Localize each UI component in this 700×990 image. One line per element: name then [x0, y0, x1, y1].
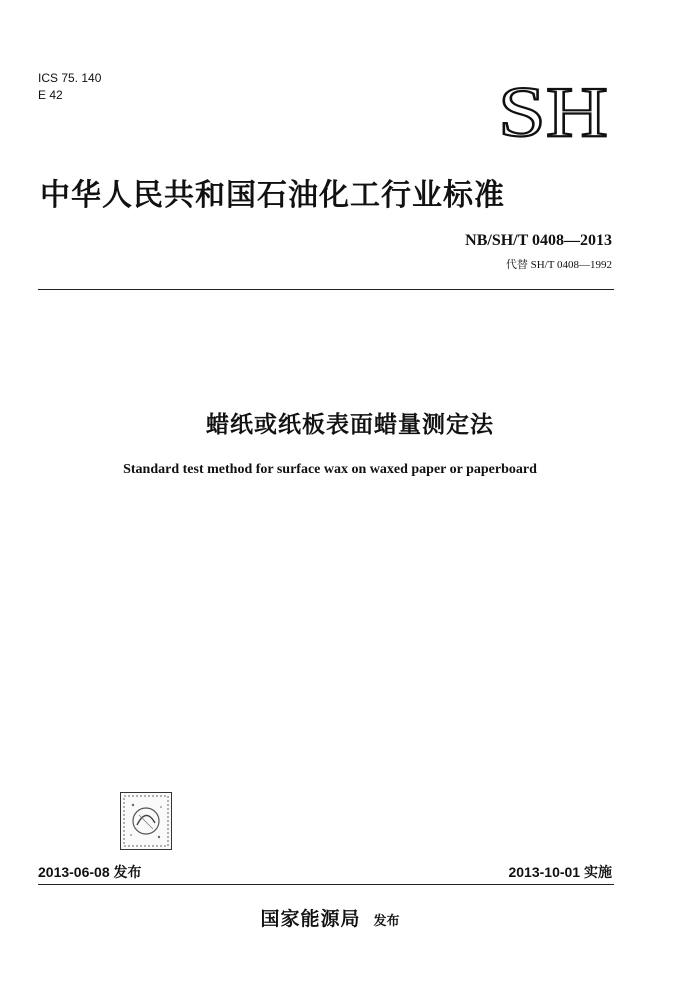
- document-title-en: Standard test method for surface wax on waxed paper or paperboard: [123, 462, 537, 477]
- anti-counterfeit-stamp: [120, 792, 172, 850]
- sh-logo-text: SH: [498, 78, 608, 142]
- document-title-cn: 蜡纸或纸板表面蜡量测定法: [206, 412, 494, 438]
- ics-code: ICS 75. 140: [38, 71, 102, 85]
- publisher-suffix: 发布: [373, 914, 400, 929]
- ccs-code: E 42: [38, 88, 63, 102]
- replaces-note: 代替 SH/T 0408—1992: [505, 259, 612, 271]
- sh-logo: [498, 78, 608, 142]
- issue-date: 2013-06-08 发布: [38, 864, 142, 880]
- bottom-divider: [38, 884, 614, 885]
- standard-type-heading: 中华人民共和国石油化工行业标准: [40, 178, 505, 213]
- stamp-pattern-icon: [121, 793, 171, 849]
- top-divider: [38, 289, 614, 290]
- standard-number: NB/SH/T 0408—2013: [465, 232, 612, 249]
- publisher-name: 国家能源局: [260, 908, 361, 930]
- implementation-date: 2013-10-01 实施: [508, 864, 612, 880]
- publisher-line: [0, 904, 660, 931]
